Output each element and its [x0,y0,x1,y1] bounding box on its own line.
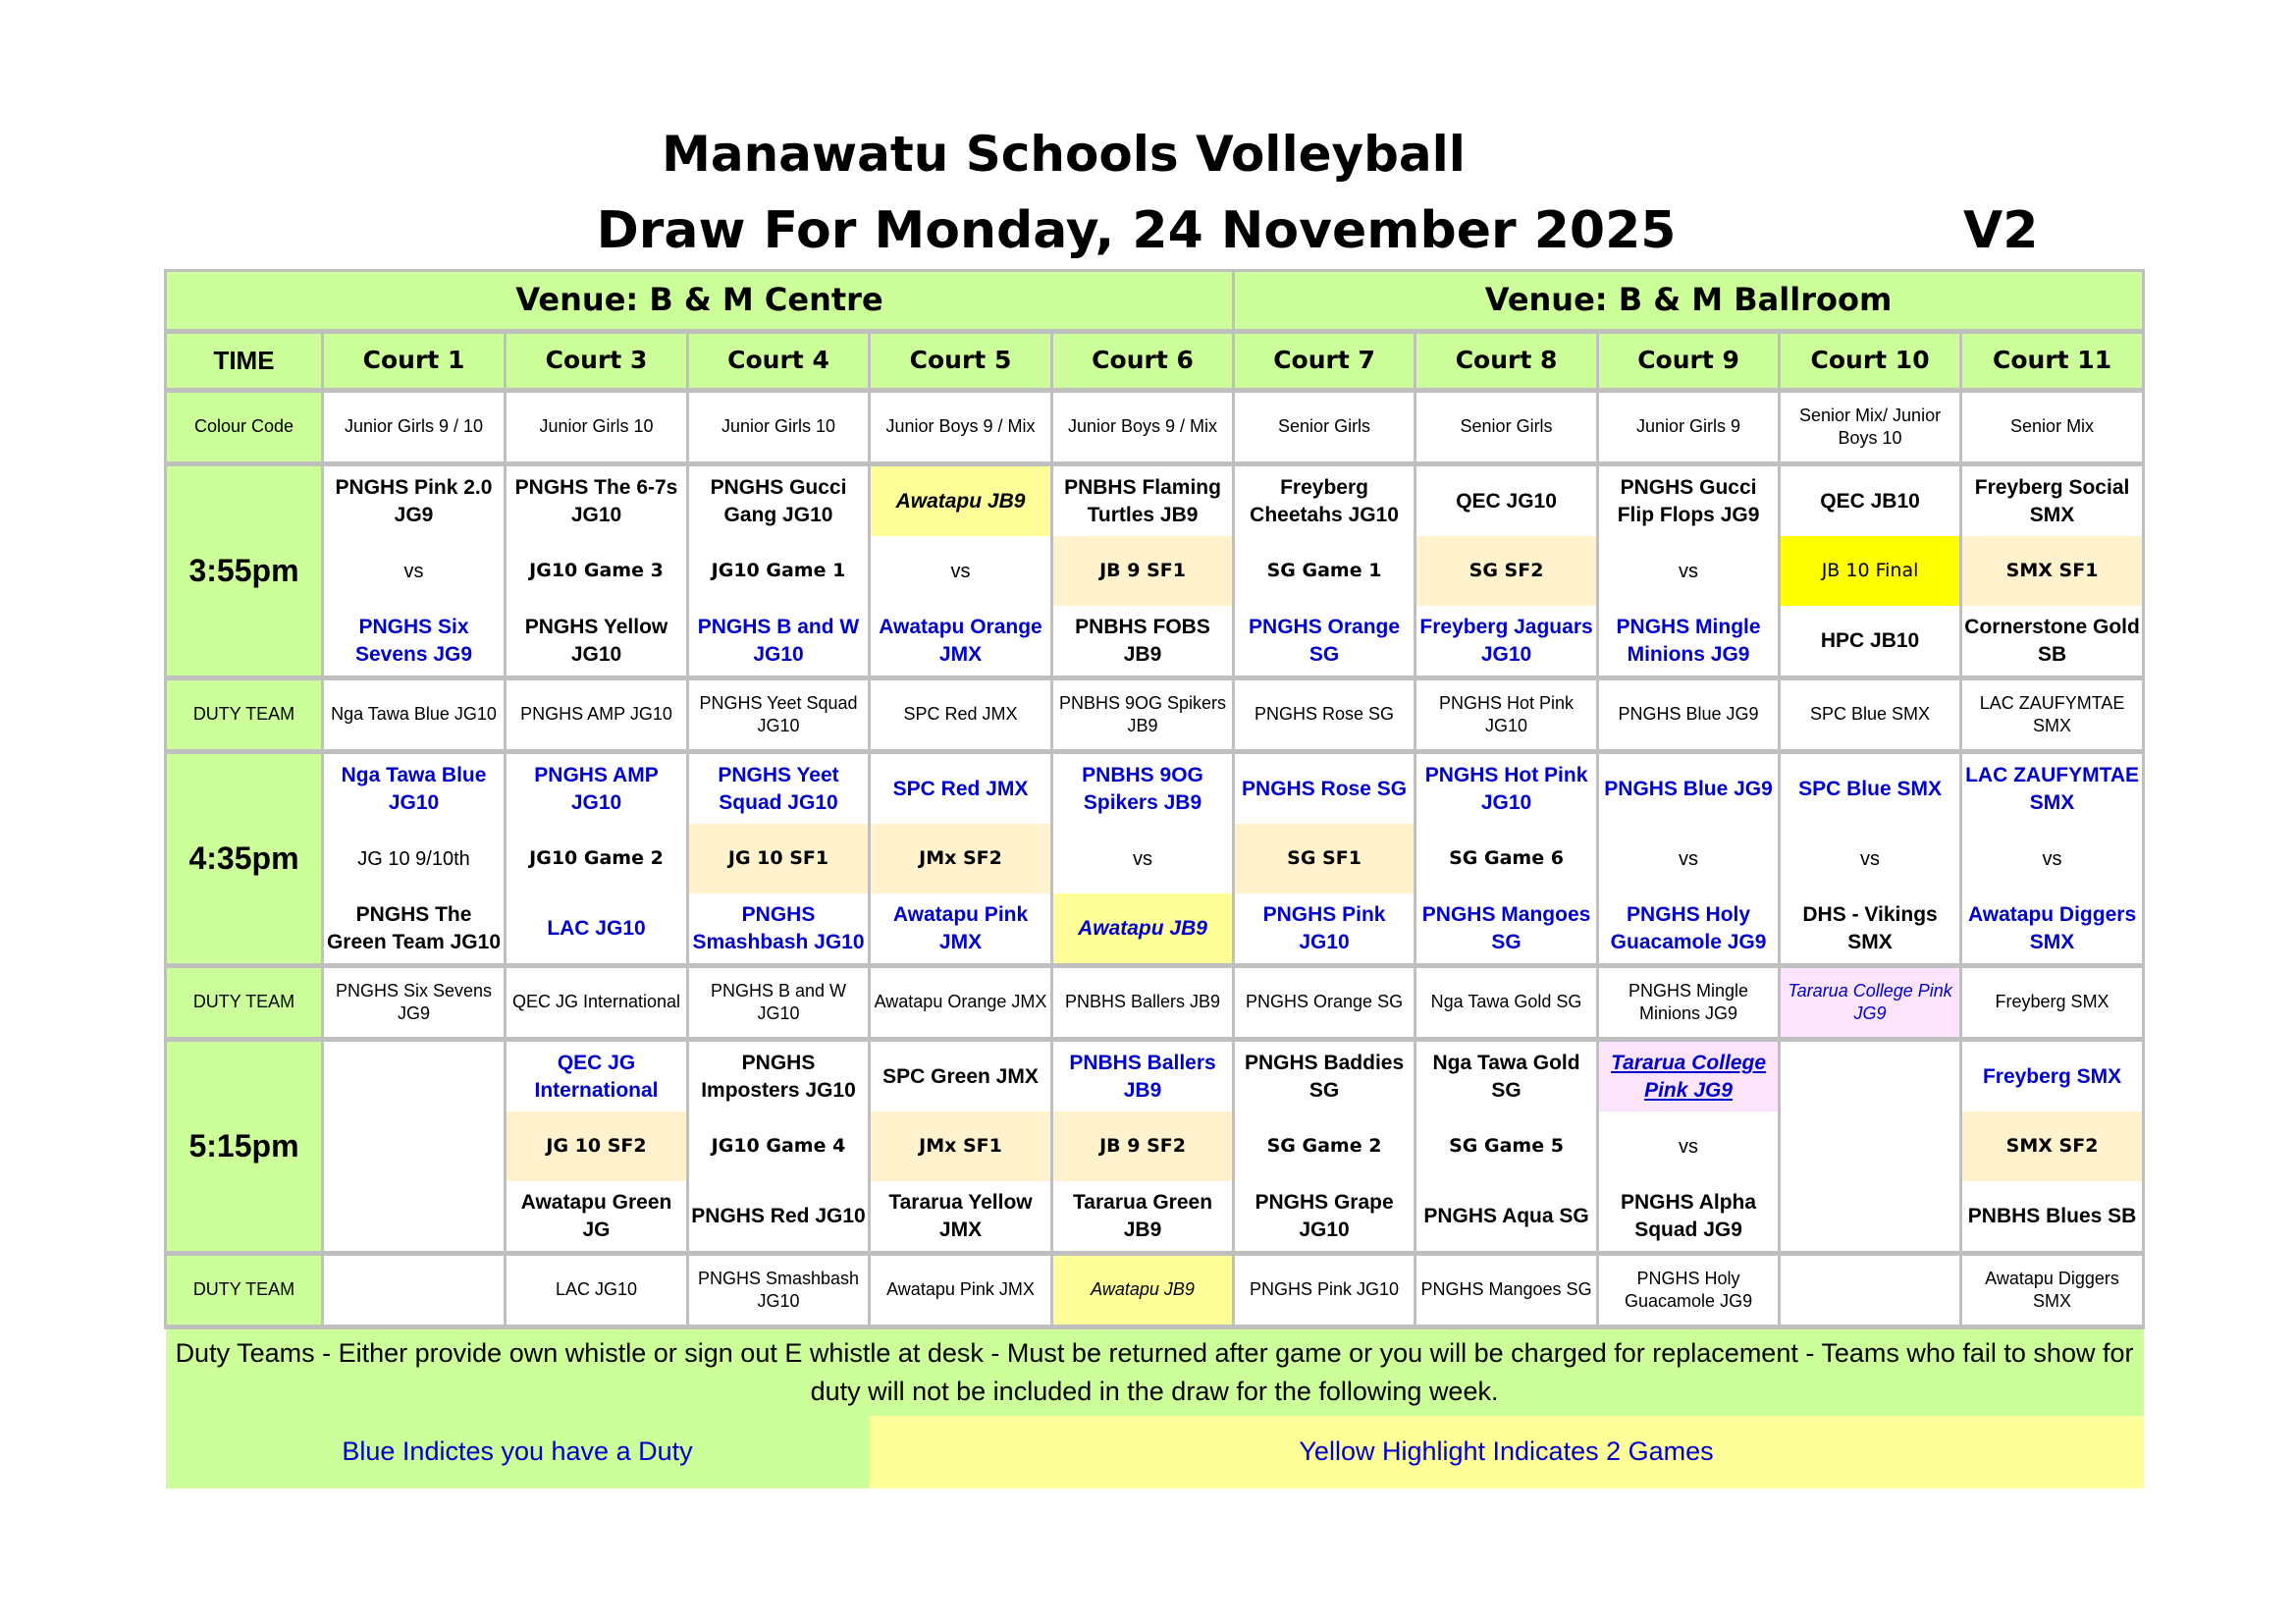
duty-team: QEC JG International [506,966,688,1040]
match-label: JG 10 SF2 [506,1111,688,1181]
match-label: vs [1598,536,1780,606]
duty-team: PNGHS Six Sevens JG9 [323,966,506,1040]
duty-team-label: DUTY TEAM [166,1254,323,1327]
team-b: PNGHS B and W JG10 [688,606,870,678]
duty-team: PNBHS Ballers JB9 [1052,966,1234,1040]
match-label: JG10 Game 1 [688,536,870,606]
duty-team: Tararua College Pink JG9 [1780,966,1961,1040]
team-b: PNGHS Aqua SG [1415,1181,1598,1254]
match-label: vs [1780,824,1961,893]
match-label: vs [870,536,1052,606]
duty-team-empty [323,1254,506,1327]
duty-team: PNGHS Blue JG9 [1598,678,1780,752]
team-a: Tararua College Pink JG9 [1598,1040,1780,1112]
court-header: Court 7 [1234,332,1415,391]
team-b: PNGHS Mangoes SG [1415,893,1598,966]
colour-code-value: Senior Girls [1234,391,1415,464]
team-a: PNGHS Yeet Squad JG10 [688,752,870,825]
team-b: LAC JG10 [506,893,688,966]
team-b: Tararua Green JB9 [1052,1181,1234,1254]
duty-team-label: DUTY TEAM [166,678,323,752]
team-b: PNGHS The Green Team JG10 [323,893,506,966]
team-a: Nga Tawa Blue JG10 [323,752,506,825]
duty-team: Awatapu JB9 [1052,1254,1234,1327]
team-b: PNGHS Six Sevens JG9 [323,606,506,678]
duty-team: PNGHS Orange SG [1234,966,1415,1040]
team-b-empty [1780,1181,1961,1254]
team-b: Awatapu Pink JMX [870,893,1052,966]
court-header: Court 8 [1415,332,1598,391]
match-label: SG Game 6 [1415,824,1598,893]
duty-team: Nga Tawa Blue JG10 [323,678,506,752]
team-a-empty [1780,1040,1961,1112]
time-slot-label: 4:35pm [166,752,323,966]
match-label: JG10 Game 3 [506,536,688,606]
legend-yellow-two-games: Yellow Highlight Indicates 2 Games [870,1416,2144,1489]
duty-team: Awatapu Orange JMX [870,966,1052,1040]
version-label: V2 [1963,201,2039,260]
team-a: PNGHS Pink 2.0 JG9 [323,464,506,537]
colour-code-label: Colour Code [166,391,323,464]
team-b: PNGHS Holy Guacamole JG9 [1598,893,1780,966]
team-b: Awatapu Diggers SMX [1961,893,2144,966]
document-title: Manawatu Schools Volleyball [662,126,1466,183]
duty-team: PNGHS Holy Guacamole JG9 [1598,1254,1780,1327]
team-a: SPC Blue SMX [1780,752,1961,825]
duty-team: PNGHS B and W JG10 [688,966,870,1040]
colour-code-value: Senior Mix [1961,391,2144,464]
match-label: SG Game 5 [1415,1111,1598,1181]
court-header: Court 11 [1961,332,2144,391]
team-a: PNGHS The 6-7s JG10 [506,464,688,537]
team-b: HPC JB10 [1780,606,1961,678]
team-b: Freyberg Jaguars JG10 [1415,606,1598,678]
duty-team: PNGHS Hot Pink JG10 [1415,678,1598,752]
duty-team: Nga Tawa Gold SG [1415,966,1598,1040]
match-label: SG Game 2 [1234,1111,1415,1181]
team-b: PNBHS Blues SB [1961,1181,2144,1254]
team-a: QEC JB10 [1780,464,1961,537]
team-a: PNGHS Hot Pink JG10 [1415,752,1598,825]
match-label: JMx SF1 [870,1111,1052,1181]
time-slot-label: 3:55pm [166,464,323,678]
colour-code-value: Junior Boys 9 / Mix [870,391,1052,464]
team-b: PNBHS FOBS JB9 [1052,606,1234,678]
colour-code-value: Junior Girls 10 [506,391,688,464]
team-b: PNGHS Alpha Squad JG9 [1598,1181,1780,1254]
match-label: vs [1961,824,2144,893]
colour-code-value: Junior Boys 9 / Mix [1052,391,1234,464]
team-b: DHS - Vikings SMX [1780,893,1961,966]
team-a: QEC JG10 [1415,464,1598,537]
team-a: Freyberg Cheetahs JG10 [1234,464,1415,537]
team-a: SPC Red JMX [870,752,1052,825]
court-header: Court 5 [870,332,1052,391]
team-b: Awatapu Orange JMX [870,606,1052,678]
draw-date-title: Draw For Monday, 24 November 2025 [596,201,1677,260]
team-a: Awatapu JB9 [870,464,1052,537]
match-label: JG10 Game 2 [506,824,688,893]
team-a-empty [323,1040,506,1112]
team-a: Freyberg SMX [1961,1040,2144,1112]
team-a: PNBHS Ballers JB9 [1052,1040,1234,1112]
team-b: PNGHS Red JG10 [688,1181,870,1254]
team-b: PNGHS Mingle Minions JG9 [1598,606,1780,678]
match-label: JB 9 SF1 [1052,536,1234,606]
team-a: PNBHS Flaming Turtles JB9 [1052,464,1234,537]
duty-notice: Duty Teams - Either provide own whistle or sign out E whistle at desk - Must be returned after game or you will be charged for replacement - Teams who fail to show for duty will not be included in the draw for the following week. [166,1327,2144,1417]
match-label: SG SF2 [1415,536,1598,606]
team-a: SPC Green JMX [870,1040,1052,1112]
duty-team: PNGHS Mingle Minions JG9 [1598,966,1780,1040]
match-label: JB 9 SF2 [1052,1111,1234,1181]
team-a: PNGHS Gucci Gang JG10 [688,464,870,537]
team-a: PNBHS 9OG Spikers JB9 [1052,752,1234,825]
team-b: PNGHS Smashbash JG10 [688,893,870,966]
duty-team: Awatapu Diggers SMX [1961,1254,2144,1327]
court-header: Court 1 [323,332,506,391]
match-label: SG SF1 [1234,824,1415,893]
team-b: PNGHS Grape JG10 [1234,1181,1415,1254]
duty-team: SPC Blue SMX [1780,678,1961,752]
duty-team: PNGHS Pink JG10 [1234,1254,1415,1327]
match-label: vs [1598,824,1780,893]
team-a: PNGHS Rose SG [1234,752,1415,825]
duty-team: Freyberg SMX [1961,966,2144,1040]
team-b: Awatapu JB9 [1052,893,1234,966]
duty-team: LAC JG10 [506,1254,688,1327]
colour-code-value: Senior Girls [1415,391,1598,464]
match-label: SMX SF1 [1961,536,2144,606]
team-b: Awatapu Green JG [506,1181,688,1254]
duty-team: SPC Red JMX [870,678,1052,752]
duty-team: PNBHS 9OG Spikers JB9 [1052,678,1234,752]
draw-table [164,269,2145,1489]
legend-blue-duty: Blue Indictes you have a Duty [166,1416,870,1489]
match-label: vs [1598,1111,1780,1181]
duty-team: Awatapu Pink JMX [870,1254,1052,1327]
time-column-header: TIME [166,332,323,391]
duty-team: PNGHS Yeet Squad JG10 [688,678,870,752]
court-header: Court 3 [506,332,688,391]
team-a: PNGHS Baddies SG [1234,1040,1415,1112]
match-label: vs [323,536,506,606]
team-b: Tararua Yellow JMX [870,1181,1052,1254]
team-a: QEC JG International [506,1040,688,1112]
team-b: Cornerstone Gold SB [1961,606,2144,678]
colour-code-value: Senior Mix/ Junior Boys 10 [1780,391,1961,464]
colour-code-value: Junior Girls 9 [1598,391,1780,464]
court-header: Court 10 [1780,332,1961,391]
venue-ballroom-header: Venue: B & M Ballroom [1234,271,2144,332]
colour-code-value: Junior Girls 10 [688,391,870,464]
match-label: vs [1052,824,1234,893]
duty-team-empty [1780,1254,1961,1327]
team-a: PNGHS Gucci Flip Flops JG9 [1598,464,1780,537]
match-label: JG 10 SF1 [688,824,870,893]
match-label-empty [1780,1111,1961,1181]
team-b: PNGHS Orange SG [1234,606,1415,678]
duty-team: PNGHS Mangoes SG [1415,1254,1598,1327]
duty-team-label: DUTY TEAM [166,966,323,1040]
court-header: Court 9 [1598,332,1780,391]
team-b: PNGHS Pink JG10 [1234,893,1415,966]
duty-team: PNGHS Smashbash JG10 [688,1254,870,1327]
team-a: PNGHS Blue JG9 [1598,752,1780,825]
court-header: Court 4 [688,332,870,391]
team-a: LAC ZAUFYMTAE SMX [1961,752,2144,825]
team-a: Nga Tawa Gold SG [1415,1040,1598,1112]
team-b: PNGHS Yellow JG10 [506,606,688,678]
venue-centre-header: Venue: B & M Centre [166,271,1234,332]
team-a: Freyberg Social SMX [1961,464,2144,537]
time-slot-label: 5:15pm [166,1040,323,1254]
match-label: JMx SF2 [870,824,1052,893]
team-a: PNGHS AMP JG10 [506,752,688,825]
court-header: Court 6 [1052,332,1234,391]
match-label: JB 10 Final [1780,536,1961,606]
duty-team: PNGHS AMP JG10 [506,678,688,752]
team-b-empty [323,1181,506,1254]
duty-team: PNGHS Rose SG [1234,678,1415,752]
colour-code-value: Junior Girls 9 / 10 [323,391,506,464]
team-a: PNGHS Imposters JG10 [688,1040,870,1112]
match-label: JG10 Game 4 [688,1111,870,1181]
match-label: JG 10 9/10th [323,824,506,893]
duty-team: LAC ZAUFYMTAE SMX [1961,678,2144,752]
match-label: SMX SF2 [1961,1111,2144,1181]
match-label: SG Game 1 [1234,536,1415,606]
match-label-empty [323,1111,506,1181]
